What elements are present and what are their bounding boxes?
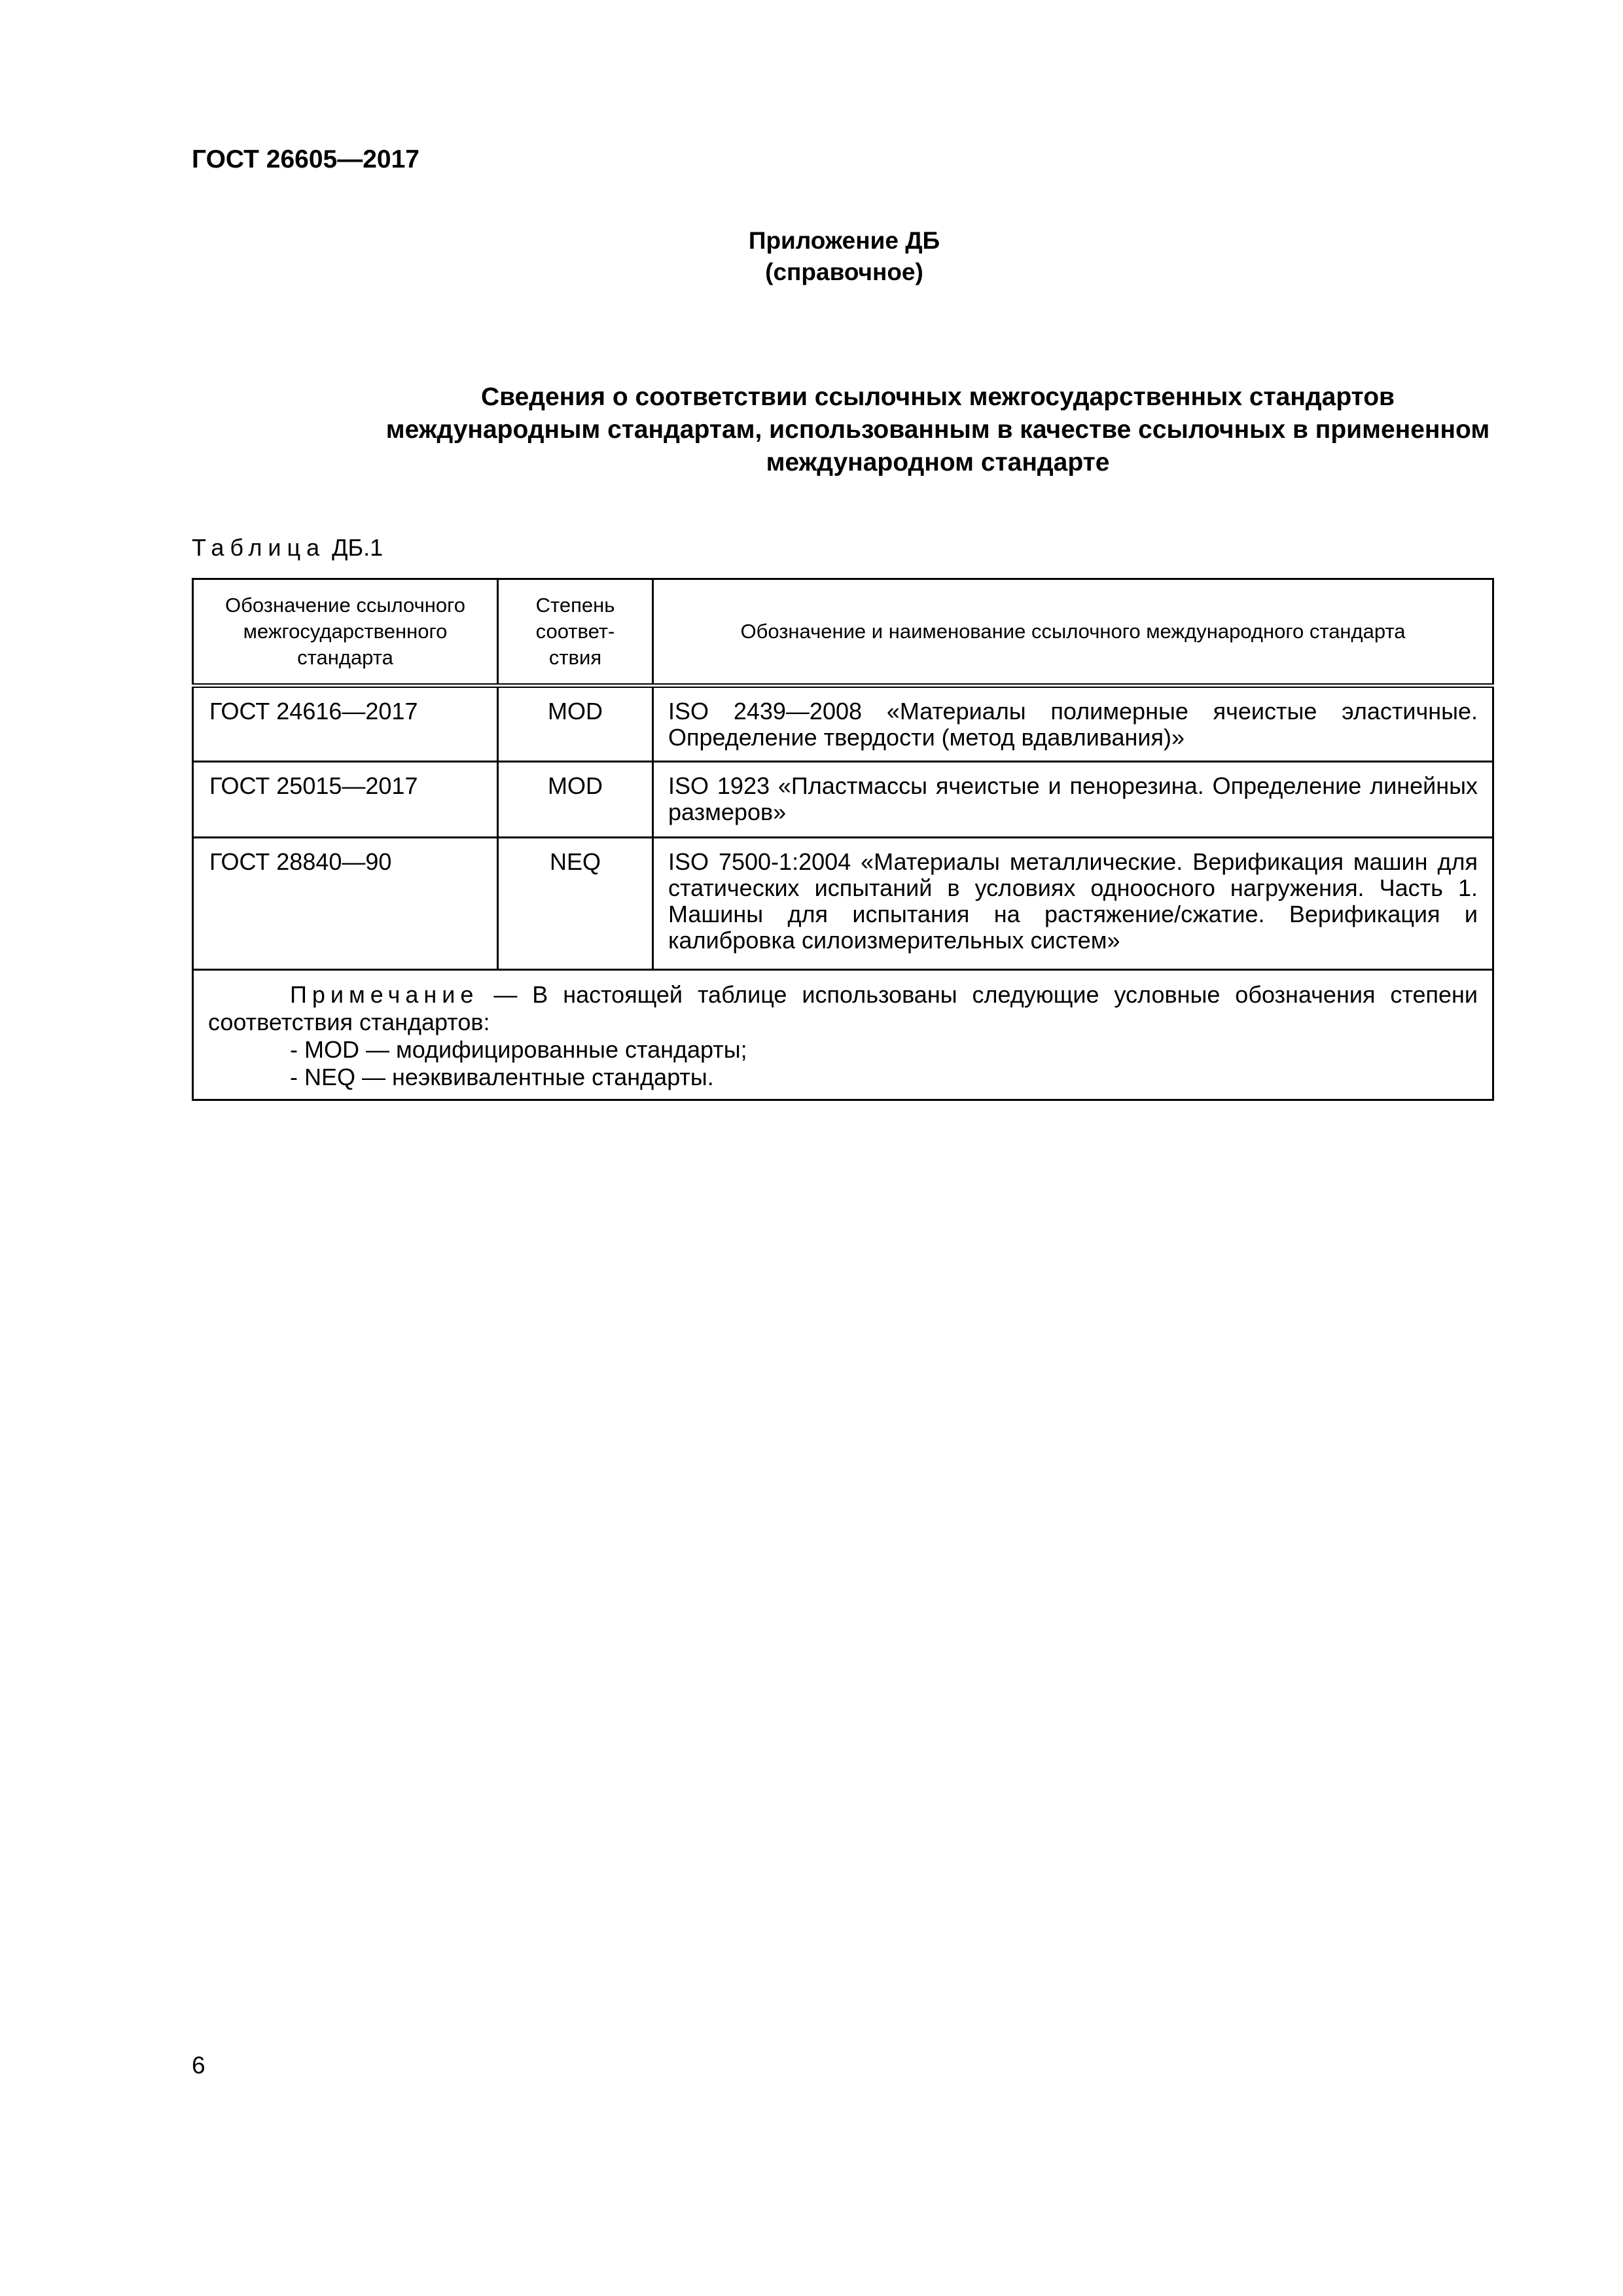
cell-degree: NEQ bbox=[498, 838, 653, 970]
table-caption-word: Таблица bbox=[192, 534, 326, 561]
reference-standards-table bbox=[192, 578, 1494, 1101]
document-title-line-2: международным стандартам, использованным в качестве ссылочных в примененном bbox=[385, 416, 1490, 444]
note-label: Примечание bbox=[290, 981, 479, 1008]
cell-degree: MOD bbox=[498, 686, 653, 762]
page-number: 6 bbox=[192, 2052, 205, 2079]
table-row bbox=[193, 686, 1493, 762]
cell-interstate-code: ГОСТ 28840—90 bbox=[193, 838, 498, 970]
note-item-mod: - MOD — модифицированные стандарты; bbox=[290, 1036, 747, 1063]
cell-degree: MOD bbox=[498, 762, 653, 838]
cell-interstate-code: ГОСТ 25015—2017 bbox=[193, 762, 498, 838]
standard-number-header: ГОСТ 26605—2017 bbox=[192, 145, 419, 173]
note-text: — В настоящей таблице использованы следующие условные обозначения степени соответствия стандартов: bbox=[208, 981, 1478, 1035]
document-title-line-3: международном стандарте bbox=[766, 448, 1110, 476]
header-international-standard bbox=[653, 579, 1493, 686]
header-international-standard-text: Обозначение и наименование ссылочного международного стандарта bbox=[740, 620, 1406, 643]
document-title-line-1: Сведения о соответствии ссылочных межгосударственных стандартов bbox=[480, 383, 1395, 411]
table-caption bbox=[192, 534, 383, 562]
appendix-kind: (справочное) bbox=[765, 259, 923, 285]
table-note bbox=[193, 970, 1493, 1100]
table-caption-number: ДБ.1 bbox=[332, 534, 383, 561]
table-row bbox=[193, 838, 1493, 970]
table-row bbox=[193, 762, 1493, 838]
cell-international-standard: ISO 1923 «Пластмассы ячеистые и пенорезина. Определение линейных размеров» bbox=[653, 762, 1493, 838]
table-header-row bbox=[193, 579, 1493, 686]
header-degree bbox=[498, 579, 653, 686]
table-note-row bbox=[193, 970, 1493, 1100]
header-interstate-standard-text: Обозначение ссылочного межгосударственного стандарта bbox=[225, 594, 465, 669]
cell-international-standard: ISO 2439—2008 «Материалы полимерные ячеистые эластичные. Определение твердости (метод вдавливания)» bbox=[653, 686, 1493, 762]
note-item-neq: - NEQ — неэквивалентные стандарты. bbox=[290, 1064, 714, 1090]
note-paragraph bbox=[208, 981, 1478, 1036]
header-degree-text: Степень соответ- ствия bbox=[535, 594, 615, 669]
appendix-name: Приложение ДБ bbox=[748, 227, 940, 254]
cell-international-standard: ISO 7500-1:2004 «Материалы металлические. Верификация машин для статических испытаний в условиях одноосного нагружения. Часть 1. Машины для испытания на растяжение/сжатие. Верификация и калибровка силоизмерительных систем» bbox=[653, 838, 1493, 970]
header-interstate-standard bbox=[193, 579, 498, 686]
cell-interstate-code: ГОСТ 24616—2017 bbox=[193, 686, 498, 762]
